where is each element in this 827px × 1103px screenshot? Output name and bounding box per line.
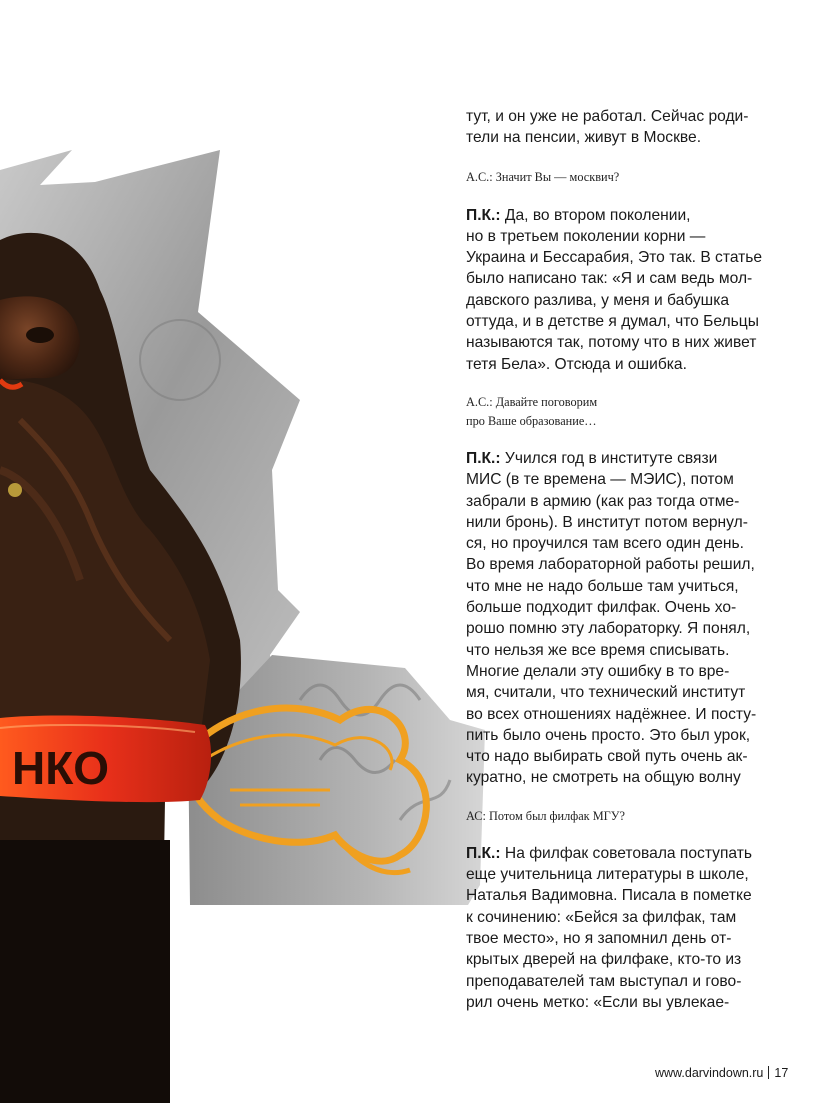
text-line: но в третьем поколении корни — (466, 227, 706, 245)
text-line: было написано так: «Я и сам ведь мол- (466, 270, 753, 288)
text-line: что надо выбирать свой путь очень ак- (466, 748, 748, 766)
text-line: Наталья Вадимовна. Писала в пометке (466, 887, 752, 905)
text-line: твое место», но я запомнил день от- (466, 929, 732, 947)
text-line: На филфак советовала поступать (500, 844, 752, 862)
answer-1 (466, 205, 784, 375)
speaker-label: П.К.: (466, 206, 501, 224)
answer-3 (466, 843, 784, 1013)
speaker-label: П.К.: (466, 449, 501, 467)
text-line: что мне не надо больше там учиться, (466, 577, 739, 595)
text-line: тели на пенсии, живут в Москве. (466, 129, 702, 147)
text-line: Многие делали эту ошибку в то вре- (466, 662, 730, 680)
text-line: куратно, не смотреть на общую волну (466, 769, 741, 787)
question-line: А.С.: Давайте поговорим (466, 394, 598, 409)
text-line: Во время лабораторной работы решил, (466, 556, 755, 574)
text-line: мя, считали, что технический институт (466, 684, 746, 702)
question-line: А.С.: Значит Вы — москвич? (466, 169, 620, 184)
belt-lettering: НКО (12, 742, 110, 794)
question-2 (466, 393, 784, 431)
text-line: забрали в армию (как раз тогда отме- (466, 492, 740, 510)
text-line: оттуда, и в детстве я думал, что Бельцы (466, 313, 759, 331)
text-line: рил очень метко: «Если вы увлекае- (466, 993, 730, 1011)
text-line: тетя Бела». Отсюда и ошибка. (466, 355, 687, 373)
text-line: крытых дверей на филфаке, кто-то из (466, 951, 742, 969)
text-line: нили бронь). В институт потом вернул- (466, 513, 748, 531)
text-line: преподавателей там выступал и гово- (466, 972, 742, 990)
text-line: рошо помню эту лабораторку. Я понял, (466, 620, 751, 638)
page-footer (655, 1066, 788, 1080)
text-line: давского разлива, у меня и бабушка (466, 291, 730, 309)
text-line: Учился год в институте связи (500, 449, 718, 467)
text-line: во всех отношениях надёжнее. И посту- (466, 705, 757, 723)
text-line: больше подходит филфак. Очень хо- (466, 599, 737, 617)
text-line: что нельзя же все время списывать. (466, 641, 730, 659)
question-line: про Ваше образование… (466, 413, 597, 428)
text-line: ся, но проучился там всего один день. (466, 535, 744, 553)
text-line: называются так, потому что в них живет (466, 334, 757, 352)
answer-2 (466, 448, 784, 789)
question-3 (466, 807, 784, 826)
speaker-label: П.К.: (466, 844, 501, 862)
text-line: МИС (в те времена — МЭИС), потом (466, 471, 734, 489)
page-number: 17 (774, 1066, 789, 1080)
question-1 (466, 168, 784, 187)
text-line: тут, и он уже не работал. Сейчас роди- (466, 108, 749, 125)
text-line: Да, во втором поколении, (500, 206, 691, 224)
text-line: к сочинению: «Бейся за филфак, там (466, 908, 737, 926)
footer-divider (768, 1066, 769, 1079)
text-line: еще учительница литературы в школе, (466, 866, 749, 884)
website-link[interactable]: www.darvindown.ru (655, 1066, 764, 1080)
question-line: АС: Потом был филфак МГУ? (466, 808, 625, 823)
article-column (466, 106, 784, 1013)
text-line: пить было очень просто. Это был урок, (466, 726, 751, 744)
text-line: Украина и Бессарабия, Это так. В статье (466, 249, 763, 267)
intro-paragraph (466, 106, 784, 149)
